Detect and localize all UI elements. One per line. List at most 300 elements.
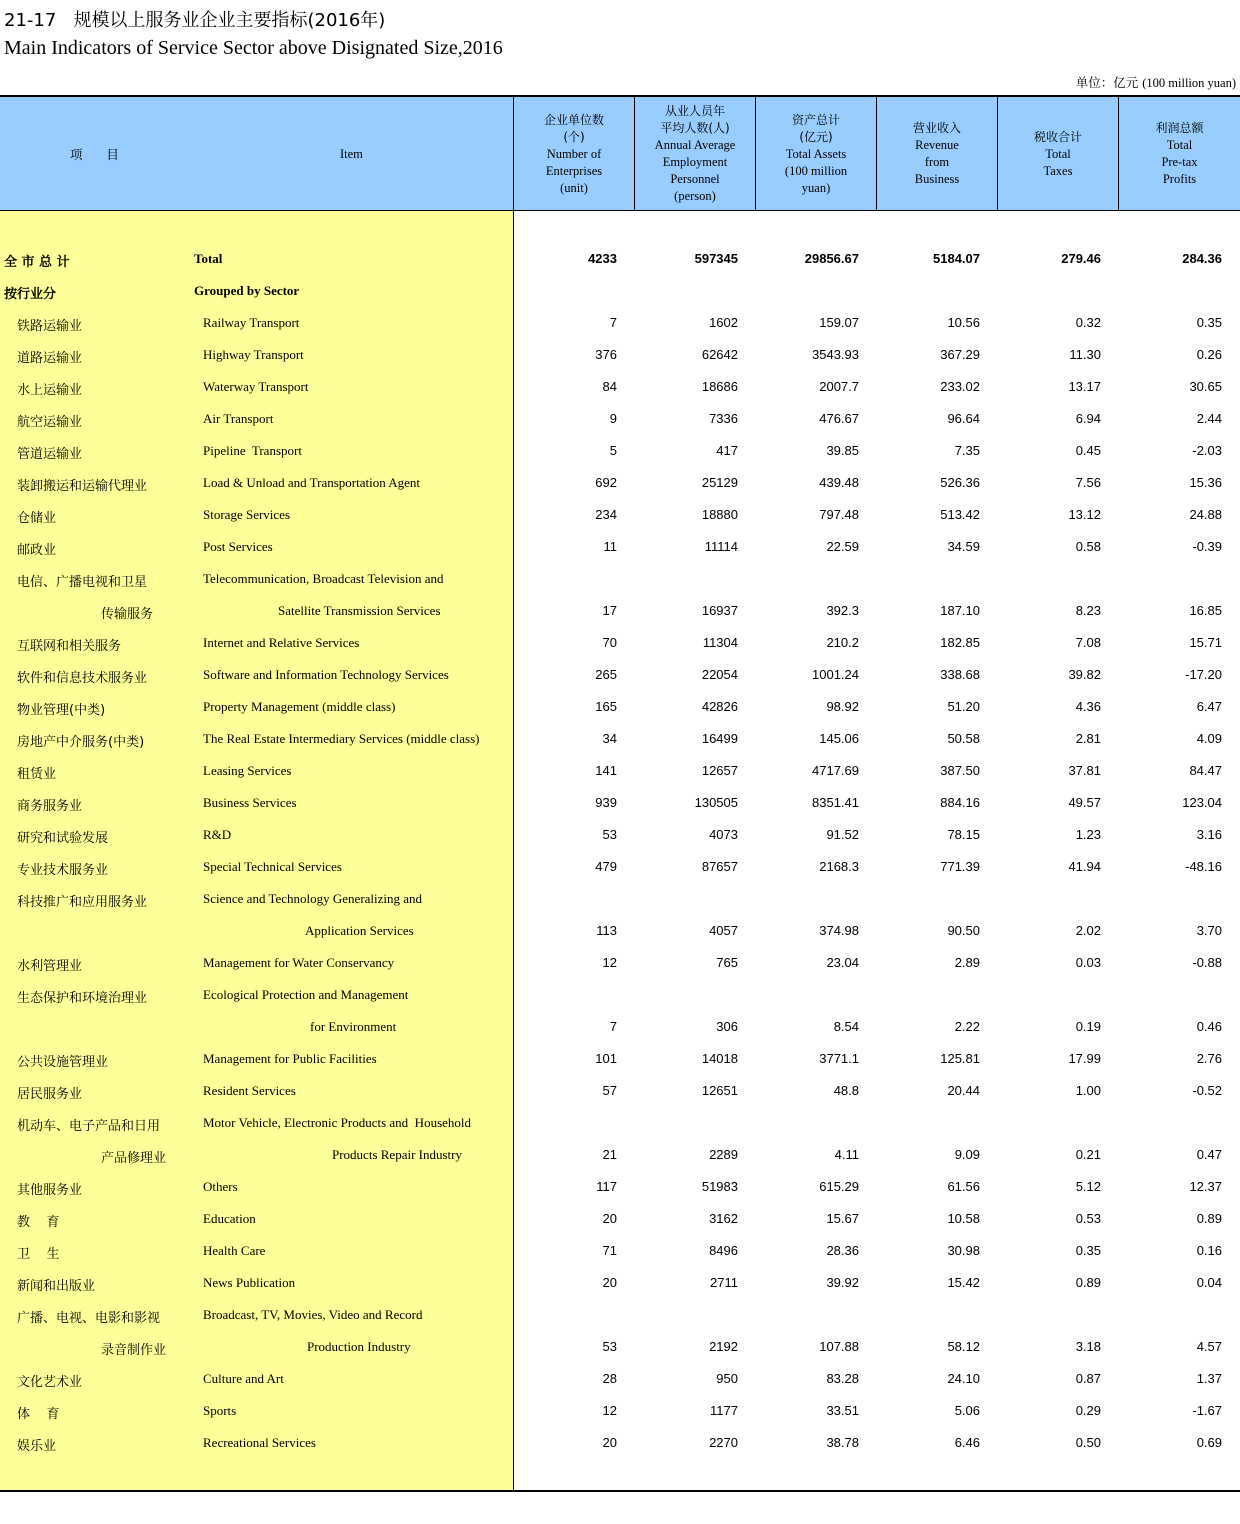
row-value: 13.12 — [1068, 507, 1101, 522]
row-value: 1001.24 — [812, 667, 859, 682]
row-value: 306 — [716, 1019, 738, 1034]
row-value: 1602 — [709, 315, 738, 330]
row-value: 7.35 — [954, 443, 980, 458]
unit-en: (100 million yuan) — [1142, 76, 1236, 90]
table-row — [0, 1371, 1240, 1403]
header-col-en-line: Total — [1166, 138, 1193, 152]
row-value: -48.16 — [1185, 859, 1222, 874]
table-row — [0, 699, 1240, 731]
row-value: 0.29 — [1075, 1403, 1101, 1418]
header-col-cn-line: 平均人数(人) — [660, 121, 730, 135]
row-label-en: Storage Services — [203, 507, 291, 522]
row-value: 2711 — [710, 1275, 738, 1290]
row-value: 28.36 — [826, 1243, 859, 1258]
row-label-en: Post Services — [203, 539, 273, 554]
row-value: 8496 — [709, 1243, 738, 1258]
row-label-en: Highway Transport — [203, 347, 304, 362]
header-col-en-line: (unit) — [560, 180, 588, 195]
table-row — [0, 635, 1240, 667]
row-value: 48.8 — [833, 1083, 859, 1098]
row-value: 9 — [609, 411, 617, 426]
row-value: 0.45 — [1075, 443, 1101, 458]
row-value: 42826 — [701, 699, 738, 714]
row-value: 233.02 — [940, 379, 980, 394]
row-value: 597345 — [694, 251, 738, 266]
table-row — [0, 1147, 1240, 1179]
header-col-cn-line: 利润总额 — [1155, 121, 1204, 135]
row-value: 0.47 — [1196, 1147, 1222, 1162]
table-row — [0, 1243, 1240, 1275]
row-value: 25129 — [701, 475, 738, 490]
row-value: 797.48 — [819, 507, 859, 522]
row-value: 22.59 — [826, 539, 859, 554]
row-value: 16937 — [701, 603, 738, 618]
row-value: 51.20 — [947, 699, 980, 714]
row-value: 53 — [602, 1339, 617, 1354]
header-col-en-line: Taxes — [1043, 163, 1073, 178]
unit-label — [1076, 73, 1236, 91]
row-value: 3.18 — [1075, 1339, 1101, 1354]
row-value: 4717.69 — [812, 763, 859, 778]
row-value: 4.36 — [1075, 699, 1101, 714]
row-value: 51983 — [701, 1179, 738, 1194]
row-label-en: Ecological Protection and Management — [203, 987, 409, 1002]
header-col-cn-line: 税收合计 — [1033, 129, 1082, 144]
row-value: 0.50 — [1075, 1435, 1101, 1450]
row-value: 14018 — [701, 1051, 738, 1066]
table-row — [0, 1051, 1240, 1083]
row-value: 765 — [716, 955, 738, 970]
row-value: 4.57 — [1196, 1339, 1222, 1354]
row-value: 2007.7 — [819, 379, 859, 394]
header-col-cn-line: 营业收入 — [912, 121, 961, 135]
row-label-cn: 互联网和相关服务 — [17, 639, 122, 654]
row-value: 18880 — [701, 507, 738, 522]
table-row — [0, 1211, 1240, 1243]
row-label-en: The Real Estate Intermediary Services (middle class) — [203, 731, 480, 746]
row-label-cn: 道路运输业 — [17, 351, 83, 366]
header-col-en-line: Enterprises — [545, 163, 603, 178]
header-col-en-line: (100 million — [784, 163, 848, 178]
table-row — [0, 859, 1240, 891]
header-col-cn-line: (亿元) — [799, 129, 833, 144]
row-value: 29856.67 — [804, 251, 859, 266]
row-label-en: Internet and Relative Services — [203, 635, 360, 650]
row-value: 3771.1 — [819, 1051, 859, 1066]
row-label-cn: 文化艺术业 — [17, 1375, 83, 1390]
row-value: 20.44 — [947, 1083, 980, 1098]
row-value: 12.37 — [1189, 1179, 1222, 1194]
table-row — [0, 411, 1240, 443]
row-label-cn: 软件和信息技术服务业 — [17, 671, 148, 686]
row-value: 117 — [596, 1179, 617, 1194]
header-item-en: Item — [340, 146, 363, 161]
row-value: 526.36 — [940, 475, 980, 490]
row-value: 159.07 — [819, 315, 859, 330]
table-row — [0, 283, 1240, 315]
row-value: 279.46 — [1061, 251, 1101, 266]
row-value: 0.26 — [1196, 347, 1222, 362]
row-value: -17.20 — [1185, 667, 1222, 682]
table-row — [0, 763, 1240, 795]
table-row — [0, 347, 1240, 379]
row-value: 0.04 — [1196, 1275, 1222, 1290]
unit-cn: 单位：亿元 — [1075, 75, 1139, 90]
row-value: 0.35 — [1075, 1243, 1101, 1258]
row-value: 2289 — [709, 1147, 738, 1162]
row-value: 4.09 — [1196, 731, 1222, 746]
row-value: 0.16 — [1196, 1243, 1222, 1258]
row-value: 6.47 — [1196, 699, 1222, 714]
row-value: 210.2 — [826, 635, 859, 650]
row-value: 338.68 — [940, 667, 980, 682]
row-value: 24.10 — [947, 1371, 980, 1386]
row-value: 15.67 — [826, 1211, 859, 1226]
table-row — [0, 1083, 1240, 1115]
row-label-en: Production Industry — [307, 1339, 411, 1354]
row-value: 53 — [602, 827, 617, 842]
row-label-cn: 航空运输业 — [17, 415, 83, 430]
header-col-2 — [634, 97, 755, 211]
row-value: -0.39 — [1192, 539, 1222, 554]
row-label-en: R&D — [203, 827, 232, 842]
row-value: 0.69 — [1196, 1435, 1222, 1450]
row-value: 28 — [602, 1371, 617, 1386]
row-value: 12 — [602, 955, 617, 970]
row-value: 12657 — [701, 763, 738, 778]
row-value: 30.98 — [947, 1243, 980, 1258]
table-row — [0, 379, 1240, 411]
row-label-en: Telecommunication, Broadcast Television and — [203, 571, 444, 586]
row-value: 12651 — [701, 1083, 738, 1098]
row-value: 2168.3 — [819, 859, 859, 874]
row-value: 1.00 — [1075, 1083, 1101, 1098]
table-row — [0, 475, 1240, 507]
row-value: 41.94 — [1068, 859, 1101, 874]
row-value: 7 — [609, 1019, 617, 1034]
row-value: 2.76 — [1196, 1051, 1222, 1066]
row-label-cn: 其他服务业 — [17, 1183, 83, 1198]
table-row — [0, 1115, 1240, 1147]
row-label-en: Software and Information Technology Services — [203, 667, 449, 682]
row-value: -1.67 — [1192, 1403, 1222, 1418]
row-value: 1.37 — [1196, 1371, 1222, 1386]
row-label-en: Sports — [203, 1403, 237, 1418]
header-item-cn: 项 目 — [70, 147, 119, 162]
row-label-en: Satellite Transmission Services — [278, 603, 441, 618]
row-value: 8.54 — [833, 1019, 859, 1034]
row-value: 90.50 — [947, 923, 980, 938]
row-value: 11114 — [704, 539, 738, 554]
row-label-cn: 全 市 总 计 — [4, 255, 70, 270]
row-value: 84 — [602, 379, 617, 394]
row-label-cn: 卫 生 — [17, 1247, 60, 1262]
row-label-en: Grouped by Sector — [194, 283, 300, 298]
table-row — [0, 987, 1240, 1019]
header-col-1 — [513, 97, 634, 211]
table-row — [0, 1307, 1240, 1339]
row-value: 3.70 — [1196, 923, 1222, 938]
row-label-en: Culture and Art — [203, 1371, 284, 1386]
row-label-cn: 传输服务 — [101, 607, 154, 622]
row-value: 2.22 — [954, 1019, 980, 1034]
table-bottom-border — [0, 1490, 1240, 1492]
row-value: 165 — [595, 699, 617, 714]
row-value: 476.67 — [819, 411, 859, 426]
row-label-cn: 水上运输业 — [17, 383, 83, 398]
row-value: 387.50 — [940, 763, 980, 778]
row-label-en: Leasing Services — [203, 763, 292, 778]
row-value: -2.03 — [1192, 443, 1222, 458]
row-value: 6.94 — [1075, 411, 1101, 426]
row-value: 0.46 — [1196, 1019, 1222, 1034]
row-value: 30.65 — [1189, 379, 1222, 394]
row-value: 49.57 — [1068, 795, 1101, 810]
row-label-cn: 产品修理业 — [101, 1151, 167, 1166]
row-value: 692 — [595, 475, 617, 490]
row-value: 187.10 — [940, 603, 980, 618]
row-value: 11304 — [702, 635, 738, 650]
row-value: 479 — [595, 859, 617, 874]
row-value: 58.12 — [947, 1339, 980, 1354]
row-value: 0.35 — [1196, 315, 1222, 330]
row-value: 4233 — [588, 251, 617, 266]
row-value: 20 — [602, 1211, 617, 1226]
row-label-en: Property Management (middle class) — [203, 699, 396, 714]
row-value: 7 — [609, 315, 617, 330]
header-col-en-line: Number of — [546, 146, 602, 161]
header-col-en-line: Profits — [1162, 172, 1197, 186]
table-header — [0, 95, 1240, 211]
row-label-en: Others — [203, 1179, 238, 1194]
row-label-cn: 机动车、电子产品和日用 — [17, 1119, 161, 1134]
row-value: 91.52 — [826, 827, 859, 842]
table-row — [0, 539, 1240, 571]
row-value: 15.71 — [1189, 635, 1222, 650]
row-value: 11 — [603, 539, 617, 554]
row-label-en: Recreational Services — [203, 1435, 316, 1450]
row-value: 950 — [716, 1371, 738, 1386]
row-label-en: Management for Water Conservancy — [203, 955, 395, 970]
row-label-cn: 娱乐业 — [17, 1439, 57, 1454]
header-col-cn-line: 企业单位数 — [543, 112, 604, 127]
header-col-en-line: Annual Average — [654, 138, 736, 152]
row-label-en: Education — [203, 1211, 256, 1226]
table-row — [0, 507, 1240, 539]
row-value: 50.58 — [947, 731, 980, 746]
table-row — [0, 571, 1240, 603]
row-value: 0.03 — [1075, 955, 1101, 970]
header-col-en-line: Total — [1045, 146, 1071, 161]
table-row — [0, 795, 1240, 827]
row-value: 15.36 — [1189, 475, 1222, 490]
row-label-cn: 商务服务业 — [17, 799, 83, 814]
row-value: 78.15 — [947, 827, 980, 842]
row-value: 125.81 — [940, 1051, 980, 1066]
row-value: -0.52 — [1192, 1083, 1222, 1098]
row-label-cn: 专业技术服务业 — [17, 863, 109, 878]
row-value: 0.19 — [1075, 1019, 1101, 1034]
row-label-en: Products Repair Industry — [332, 1147, 462, 1162]
row-value: 57 — [602, 1083, 617, 1098]
header-col-4 — [876, 97, 997, 211]
row-label-en: Broadcast, TV, Movies, Video and Record — [203, 1307, 423, 1322]
row-label-en: Load & Unload and Transportation Agent — [203, 475, 421, 490]
row-value: 513.42 — [940, 507, 980, 522]
row-value: 11.30 — [1069, 347, 1101, 362]
header-col-cn-line: 资产总计 — [791, 112, 840, 127]
row-value: 5 — [609, 443, 617, 458]
row-value: 939 — [595, 795, 617, 810]
row-value: 2192 — [709, 1339, 738, 1354]
row-label-cn: 研究和试验发展 — [17, 831, 109, 846]
row-value: 37.81 — [1068, 763, 1101, 778]
header-col-3 — [755, 97, 876, 211]
row-label-cn: 邮政业 — [17, 543, 57, 558]
row-label-en: Waterway Transport — [203, 379, 309, 394]
row-label-cn: 居民服务业 — [17, 1087, 83, 1102]
row-label-cn: 装卸搬运和运输代理业 — [17, 479, 148, 494]
row-value: 123.04 — [1182, 795, 1222, 810]
row-value: 87657 — [701, 859, 738, 874]
row-value: 615.29 — [819, 1179, 859, 1194]
row-value: 4057 — [709, 923, 738, 938]
header-col-en-line: Total Assets — [785, 146, 847, 161]
row-value: 34 — [602, 731, 617, 746]
row-value: 284.36 — [1182, 251, 1222, 266]
row-label-en: Health Care — [203, 1243, 266, 1258]
row-value: 10.58 — [947, 1211, 980, 1226]
row-label-cn: 水利管理业 — [17, 959, 83, 974]
table-row — [0, 731, 1240, 763]
row-value: 376 — [595, 347, 617, 362]
header-col-en-line: Employment — [662, 155, 728, 169]
row-value: 771.39 — [940, 859, 980, 874]
row-value: 130505 — [694, 795, 738, 810]
row-value: 374.98 — [819, 923, 859, 938]
row-value: 96.64 — [947, 411, 980, 426]
table-row — [0, 1275, 1240, 1307]
row-label-en: Total — [194, 251, 223, 266]
row-value: 884.16 — [940, 795, 980, 810]
row-value: 8351.41 — [812, 795, 859, 810]
row-value: 39.92 — [826, 1275, 859, 1290]
table-row — [0, 315, 1240, 347]
row-value: 0.89 — [1075, 1275, 1101, 1290]
header-col-en-line: Business — [914, 172, 960, 186]
row-value: 15.42 — [947, 1275, 980, 1290]
row-label-cn: 科技推广和应用服务业 — [17, 895, 148, 910]
row-label-en: Special Technical Services — [203, 859, 342, 874]
row-value: 107.88 — [819, 1339, 859, 1354]
row-value: 101 — [595, 1051, 617, 1066]
table-row — [0, 251, 1240, 283]
row-value: 8.23 — [1075, 603, 1101, 618]
row-value: 113 — [596, 923, 617, 938]
row-value: 4.11 — [834, 1147, 859, 1162]
row-value: -0.88 — [1192, 955, 1222, 970]
row-value: 367.29 — [940, 347, 980, 362]
row-label-en: Air Transport — [203, 411, 274, 426]
table-row — [0, 667, 1240, 699]
row-value: 17.99 — [1068, 1051, 1101, 1066]
row-value: 1.23 — [1075, 827, 1101, 842]
row-label-cn: 教 育 — [17, 1215, 60, 1230]
table-row — [0, 923, 1240, 955]
header-col-en-line: Revenue — [915, 138, 959, 152]
row-value: 84.47 — [1189, 763, 1222, 778]
row-value: 182.85 — [940, 635, 980, 650]
row-value: 12 — [602, 1403, 617, 1418]
row-value: 3162 — [709, 1211, 738, 1226]
row-label-cn: 新闻和出版业 — [17, 1279, 96, 1294]
row-value: 417 — [716, 443, 738, 458]
row-label-en: Resident Services — [203, 1083, 296, 1098]
title-en: Main Indicators of Service Sector above Disignated Size,2016 — [4, 37, 503, 59]
row-label-cn: 广播、电视、电影和影视 — [17, 1311, 161, 1326]
row-value: 38.78 — [826, 1435, 859, 1450]
table-row — [0, 1339, 1240, 1371]
row-value: 34.59 — [947, 539, 980, 554]
table-row — [0, 443, 1240, 475]
row-value: 5.12 — [1075, 1179, 1101, 1194]
row-label-cn: 房地产中介服务(中类) — [17, 735, 145, 750]
row-label-en: Science and Technology Generalizing and — [203, 891, 423, 906]
row-label-cn: 管道运输业 — [17, 447, 83, 462]
header-col-5 — [997, 97, 1118, 211]
table-row — [0, 827, 1240, 859]
row-label-cn: 物业管理(中类) — [17, 703, 106, 718]
row-value: 2.02 — [1075, 923, 1101, 938]
row-value: 20 — [602, 1275, 617, 1290]
row-value: 2.89 — [954, 955, 980, 970]
row-value: 10.56 — [947, 315, 980, 330]
row-label-en: Management for Public Facilities — [203, 1051, 377, 1066]
row-value: 62642 — [701, 347, 738, 362]
row-value: 17 — [602, 603, 617, 618]
row-label-cn: 电信、广播电视和卫星 — [17, 575, 148, 590]
row-label-cn: 仓储业 — [17, 511, 57, 526]
header-col-en-line: from — [924, 155, 950, 169]
row-label-en: Application Services — [305, 923, 414, 938]
table-row — [0, 1179, 1240, 1211]
row-label-cn: 租赁业 — [17, 767, 57, 782]
row-value: 2.44 — [1196, 411, 1222, 426]
row-label-cn: 公共设施管理业 — [17, 1055, 109, 1070]
row-label-cn: 铁路运输业 — [17, 319, 83, 334]
row-label-en: Business Services — [203, 795, 297, 810]
row-value: 2270 — [709, 1435, 738, 1450]
row-value: 141 — [595, 763, 617, 778]
row-value: 16499 — [701, 731, 738, 746]
row-value: 9.09 — [954, 1147, 980, 1162]
row-value: 234 — [595, 507, 617, 522]
header-col-cn-line: (个) — [563, 129, 585, 144]
row-value: 145.06 — [819, 731, 859, 746]
row-label-en: Motor Vehicle, Electronic Products and Household — [203, 1115, 472, 1130]
row-value: 2.81 — [1075, 731, 1101, 746]
row-label-en: Pipeline Transport — [203, 443, 302, 458]
row-value: 3.16 — [1196, 827, 1222, 842]
row-label-cn: 体 育 — [17, 1407, 60, 1422]
row-value: 70 — [602, 635, 617, 650]
row-value: 265 — [595, 667, 617, 682]
header-col-cn-line: 从业人员年 — [664, 104, 725, 118]
row-label-cn: 生态保护和环境治理业 — [17, 991, 148, 1006]
row-value: 7.56 — [1075, 475, 1101, 490]
header-col-en-line: (person) — [674, 189, 716, 203]
row-label-en: News Publication — [203, 1275, 296, 1290]
